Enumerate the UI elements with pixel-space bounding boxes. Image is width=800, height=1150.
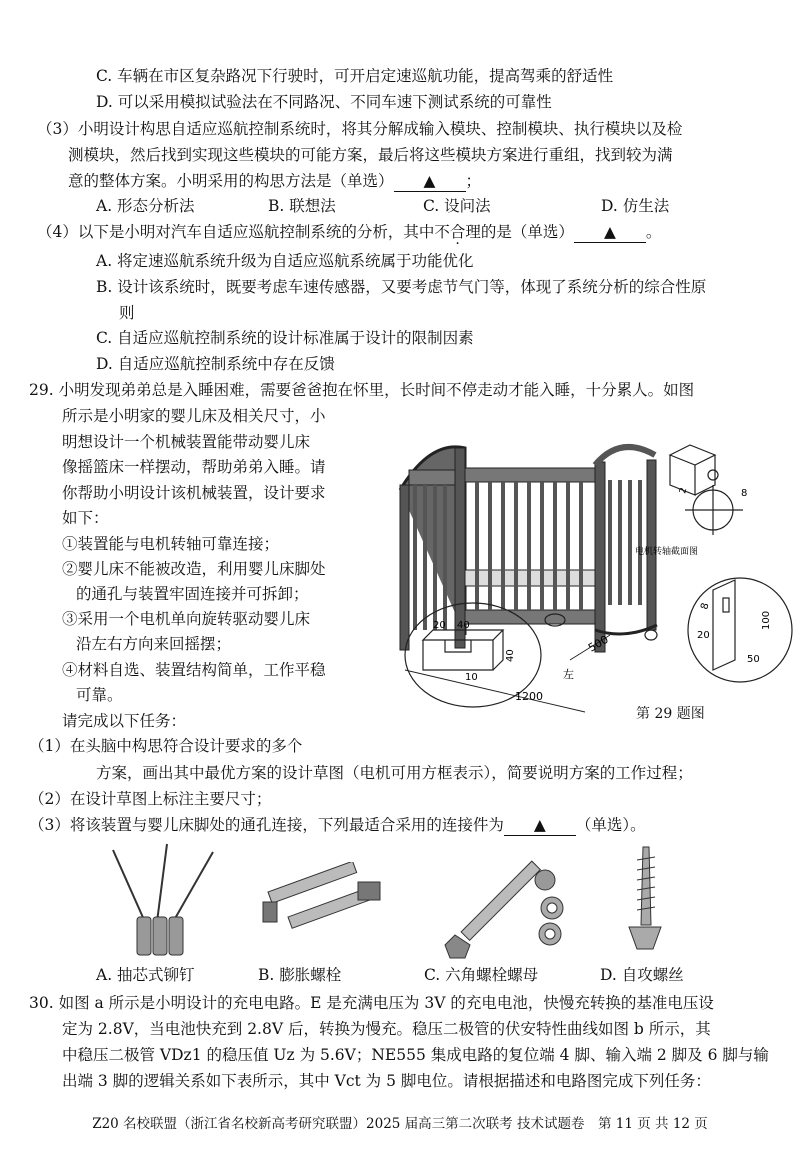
q28-part4-option-b-cont: 则: [119, 304, 135, 322]
q29-task3: [29, 815, 646, 836]
q28-part3-line2: 测模块，然后找到实现这些模块的可能方案，最后将这些模块方案进行重组，找到较为满: [68, 146, 673, 164]
dim-label: 20: [433, 620, 446, 631]
dim-label: 40: [457, 620, 470, 631]
q28-part3-end: ；: [465, 172, 482, 190]
q29-task3-text: （3）将该装置与婴儿床脚处的通孔连接，下列最适合采用的连接件为: [29, 816, 504, 834]
answer-marker: ▲: [603, 223, 616, 241]
q29-req3a: ③采用一个电机单向旋转驱动婴儿床: [62, 610, 311, 628]
q29-line5: 你帮助小明设计该机械装置，设计要求: [62, 484, 326, 502]
q28-part3-line3: [68, 171, 481, 192]
self-tapping-screw-image: [615, 845, 675, 960]
dim-label: 500: [586, 632, 611, 655]
answer-blank[interactable]: [574, 222, 646, 243]
dim-label: 2: [678, 486, 690, 495]
hex-bolt-nut-image: [440, 850, 580, 960]
q28-part4-stem: [37, 222, 661, 243]
q29-line6: 如下：: [62, 509, 109, 527]
q28-part4-option-d: D. 自适应巡航控制系统中存在反馈: [96, 355, 335, 373]
q28-part3-text: 意的整体方案。小明采用的构思方法是（单选）: [68, 172, 394, 190]
direction-label: 左: [563, 668, 574, 681]
q28-part4-option-b: B. 设计该系统时，既要考虑车速传感器，又要考虑节气门等，体现了系统分析的综合性原: [96, 278, 707, 296]
answer-blank[interactable]: [504, 815, 576, 836]
answer-marker: ▲: [533, 816, 546, 834]
q29-task1b: 方案，画出其中最优方案的设计草图（电机可用方框表示），简要说明方案的工作过程；: [96, 764, 693, 782]
q28-part3-line1: （3）小明设计构思自适应巡航控制系统时，将其分解成输入模块、控制模块、执行模块以及检: [37, 120, 683, 138]
figure-caption: 第 29 题图: [636, 706, 705, 722]
dim-label: 10: [465, 672, 478, 683]
q29-task1a: （1）在头脑中构思符合设计要求的多个: [29, 737, 303, 755]
dim-label: 100: [761, 610, 772, 630]
q29-req1: ①装置能与电机转轴可靠连接；: [62, 535, 280, 553]
fastener-option: D. 自攻螺丝: [600, 966, 684, 984]
dim-label: 50: [747, 654, 760, 665]
q29-req3b: 沿左右方向来回摇摆；: [76, 635, 232, 653]
expansion-bolt-image: [258, 862, 398, 952]
q28-option-c: C. 车辆在市区复杂路况下行驶时，可开启定速巡航功能，提高驾乘的舒适性: [96, 67, 614, 85]
q28-part4-end: 。: [645, 223, 662, 241]
emphasis-text: [434, 223, 481, 241]
fastener-option: C. 六角螺栓螺母: [424, 966, 539, 984]
dim-label: 8: [741, 488, 748, 499]
q28-part3-option: A. 形态分析法: [96, 197, 195, 215]
q30-line3: 中稳压二极管 VDz1 的稳压值 Uz 为 5.6V；NE555 集成电路的复位端 4 脚、输入端 2 脚及 6 脚与输: [62, 1046, 769, 1064]
q28-part4-text-a: （4）以下是小明对汽车自适应巡航控制系统的分析，其中: [37, 223, 435, 241]
motor-section-label: 电机转轴截面图: [635, 547, 699, 557]
dim-label: 1200: [515, 690, 543, 703]
q30-line1: 30. 如图 a 所示是小明设计的充电电路。E 是充满电压为 3V 的充电电池，快慢充转换的基准电压设: [29, 994, 714, 1012]
dim-label: 8: [699, 601, 712, 611]
q29-line1: 29. 小明发现弟弟总是入睡困难，需要爸爸抱在怀里，长时间不停走动才能入睡，十分累人。如图: [29, 381, 695, 399]
q29-req2b: 的通孔与装置牢固连接并可拆卸；: [76, 585, 309, 603]
q29-req4b: 可靠。: [76, 686, 123, 704]
answer-blank[interactable]: [394, 171, 466, 192]
q29-line4: 像摇篮床一样摆动，帮助弟弟入睡。请: [62, 458, 326, 476]
q28-part4-option-a: A. 将定速巡航系统升级为自适应巡航系统属于功能优化: [96, 252, 474, 270]
q29-task2: （2）在设计草图上标注主要尺寸；: [29, 790, 272, 808]
q30-line4: 出端 3 脚的逻辑关系如下表所示，其中 Vct 为 5 脚电位。请根据描述和电路图完成下列任务：: [62, 1072, 711, 1090]
fastener-option: B. 膨胀螺栓: [258, 966, 342, 984]
crib-figure: [395, 430, 795, 720]
q28-option-d: D. 可以采用模拟试验法在不同路况、不同车速下测试系统的可靠性: [96, 93, 552, 111]
q28-part3-option: D. 仿生法: [601, 197, 670, 215]
q29-task3-end: （单选）。: [575, 816, 646, 834]
page-footer: Z20 名校联盟（浙江省名校新高考研究联盟）2025 届高三第二次联考 技术试题卷 第 11 页 共 12 页: [92, 1116, 708, 1132]
q29-task-heading: 请完成以下任务：: [62, 712, 187, 730]
q29-line2: 所示是小明家的婴儿床及相关尺寸，小: [62, 407, 326, 425]
q28-part4-option-c: C. 自适应巡航控制系统的设计标准属于设计的限制因素: [96, 329, 474, 347]
q29-line3: 明想设计一个机械装置能带动婴儿床: [62, 433, 311, 451]
dim-label: 40: [505, 649, 516, 662]
q28-part3-option: C. 设问法: [423, 197, 491, 215]
answer-marker: ▲: [423, 172, 436, 190]
q30-line2: 定为 2.8V，当电池快充到 2.8V 后，转换为慢充。稳压二极管的伏安特性曲线如图 b 所示，其: [62, 1020, 711, 1038]
fastener-option: A. 抽芯式铆钉: [96, 966, 195, 984]
q28-part3-option: B. 联想法: [268, 197, 336, 215]
emphasis-word: 不合理: [434, 223, 481, 241]
q28-part4-text-c: 的是（单选）: [480, 223, 574, 241]
dim-label: 20: [697, 630, 710, 641]
blind-rivet-image: [95, 842, 225, 962]
q29-req2a: ②婴儿床不能被改造，利用婴儿床脚处: [62, 560, 326, 578]
q29-req4a: ④材料自选、装置结构简单，工作平稳: [62, 661, 326, 679]
